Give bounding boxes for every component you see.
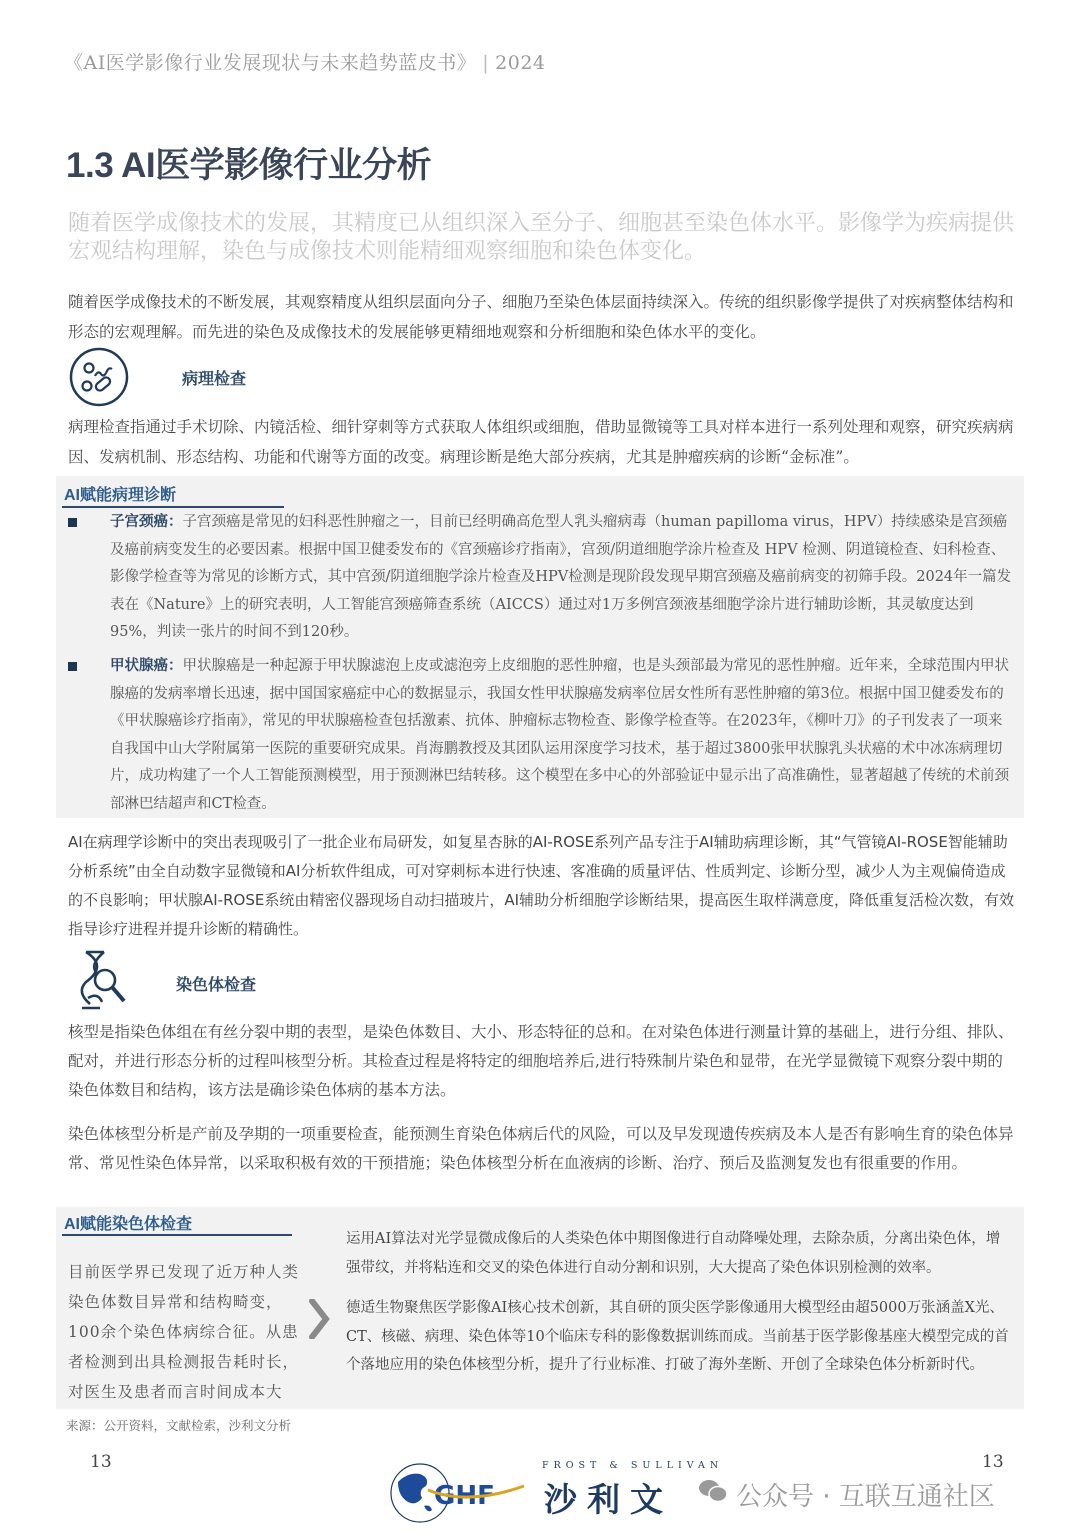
shaliwen-wordmark: 沙利文 [544, 1480, 673, 1519]
solution-text [346, 1225, 1011, 1392]
wechat-watermark [698, 1476, 995, 1513]
ai-pathology-box [56, 476, 1024, 818]
svg-text:GHF: GHF [434, 1481, 495, 1511]
wechat-icon [698, 1478, 728, 1511]
wechat-account-name: 公众号 · 互联互通社区 [736, 1482, 995, 1512]
problem-text: 目前医学界已发现了近万种人类染色体数目异常和结构畸变，100余个染色体病综合征。从患者检测到出具检测报告耗时长，对医生及患者而言时间成本大 [68, 1263, 300, 1401]
square-bullet-icon [68, 662, 77, 671]
dna-magnifier-icon [78, 948, 134, 1014]
ai-pathology-box-title: AI赋能病理诊断 [64, 487, 177, 504]
karyotype-paragraph-1: 核型是指染色体组在有丝分裂中期的表型，是染色体数目、大小、形态特征的总和。在对染色体进行测量计算的基础上，进行分组、排队、配对，并进行形态分析的过程叫核型分析。其检查过程是将特定的细胞培养后,进行特殊制片染色和显带，在光学显微镜下观察分裂中期的染色体数目和结构，该方法是确诊染色体病的基本方法。 [68, 1023, 1014, 1099]
chevron-right-icon [308, 1299, 330, 1339]
page-number-right: 13 [982, 1452, 1004, 1472]
item-text: 子宫颈癌是常见的妇科恶性肿瘤之一，目前已经明确高危型人乳头瘤病毒（human papilloma virus，HPV）持续感染是宫颈癌及癌前病变发生的必要因素。根据中国卫健委发布的《宫颈癌诊疗指南》，宫颈/阴道细胞学涂片检查及 HPV 检测、阴道镜检查、妇科检查、影像学检查等为常见的诊断方式，其中宫颈/阴道细胞学涂片检查及HPV检测是现阶段发现早期宫颈癌及癌前病变的初筛手段。2024年一篇发表在《Nature》上的研究表明，人工智能宫颈癌筛查系统（AICCS）通过对1万多例宫颈液基细胞学涂片进行辅助诊断，其灵敏度达到95%，判读一张片的时间不到120秒。 [110, 514, 1012, 640]
karyotype-paragraph-2: 染色体核型分析是产前及孕期的一项重要检查，能预测生育染色体病后代的风险，可以及早发现遗传疾病及本人是否有影响生育的染色体异常、常见性染色体异常，以采取积极有效的干预措施；染色体核型分析在血液病的诊断、治疗、预后及监测复发也有很重要的作用。 [68, 1125, 1014, 1172]
section-lead: 随着医学成像技术的发展，其精度已从组织深入至分子、细胞甚至染色体水平。影像学为疾病提供宏观结构理解，染色与成像技术则能精细观察细胞和染色体变化。 [68, 211, 1015, 264]
chromosome-heading: 染色体检查 [176, 975, 257, 994]
section-title: 1.3 AI医学影像行业分析 [66, 146, 432, 185]
list-item-cervical-cancer [68, 508, 1013, 647]
item-label: 子宫颈癌： [110, 513, 183, 530]
list-item-thyroid-cancer [68, 652, 1013, 818]
solution-paragraph-2: 德适生物聚焦医学影像AI核心技术创新，其自研的顶尖医学影像通用大模型经由超5000万张涵盖X光、CT、核磁、病理、染色体等10个临床专科的影像数据训练而成。当前基于医学影像基座大模型完成的首个落地应用的染色体核型分析，提升了行业标准、打破了海外垄断、开创了全球染色体分析新时代。 [346, 1300, 1009, 1373]
header-separator: | [482, 52, 490, 74]
item-label: 甲状腺癌： [110, 657, 183, 674]
pathology-paragraph: 病理检查指通过手术切除、内镜活检、细针穿刺等方式获取人体组织或细胞，借助显微镜等工具对样本进行一系列处理和观察，研究疾病病因、发病机制、形态结构、功能和代谢等方面的改变。病理诊断是绝大部分疾病，尤其是肿瘤疾病的诊断“金标准”。 [68, 418, 1014, 466]
item-text: 甲状腺癌是一种起源于甲状腺滤泡上皮或滤泡旁上皮细胞的恶性肿瘤，也是头颈部最为常见的恶性肿瘤。近年来，全球范围内甲状腺癌的发病率增长迅速，据中国国家癌症中心的数据显示，我国女性甲状腺癌发病率位居女性所有恶性肿瘤的第3位。根据中国卫健委发布的《甲状腺癌诊疗指南》，常见的甲状腺癌检查包括激素、抗体、肿瘤标志物检查、影像学检查等。在2023年，《柳叶刀》的子刊发表了一项来自我国中山大学附属第一医院的重要研究成果。肖海鹏教授及其团队运用深度学习技术，基于超过3800张甲状腺乳头状癌的术中冰冻病理切片，成功构建了一个人工智能预测模型，用于预测淋巴结转移。这个模型在多中心的外部验证中显示出了高准确性，显著超越了传统的术前颈部淋巴结超声和CT检查。 [110, 658, 1009, 812]
running-header [64, 48, 546, 75]
solution-paragraph-1: 运用AI算法对光学显微成像后的人类染色体中期图像进行自动降噪处理，去除杂质，分离出染色体，增强带纹，并将粘连和交叉的染色体进行自动分割和识别，大大提高了染色体识别检测的效率。 [346, 1231, 1001, 1276]
book-title: 《AI医学影像行业发展现状与未来趋势蓝皮书》 [64, 52, 477, 74]
header-year: 2024 [495, 52, 546, 74]
microbe-circle-icon [68, 346, 130, 408]
ai-chromosome-box-title: AI赋能染色体检查 [64, 1216, 193, 1233]
source-note: 来源：公开资料，文献检索，沙利文分析 [66, 1418, 292, 1433]
frost-sullivan-wordmark: FROST & SULLIVAN [542, 1460, 724, 1471]
intro-paragraph: 随着医学成像技术的不断发展，其观察精度从组织层面向分子、细胞乃至染色体层面持续深入。传统的组织影像学提供了对疾病整体结构和形态的宏观理解。而先进的染色及成像技术的发展能够更精细地观察和分析细胞和染色体水平的变化。 [68, 293, 1014, 341]
page-number-left: 13 [90, 1452, 112, 1472]
ai-pathology-paragraph: AI在病理学诊断中的突出表现吸引了一批企业布局研发，如复星杏脉的AI-ROSE系列产品专注于AI辅助病理诊断，其“气管镜AI-ROSE智能辅助分析系统”由全自动数字显微镜和AI分析软件组成，可对穿刺标本进行快速、客准确的质量评估、性质判定、诊断分型，减少人为主观偏倚造成的不良影响；甲状腺AI-ROSE系统由精密仪器现场自动扫描玻片，AI辅助分析细胞学诊断结果，提高医生取样满意度，降低重复活检次数，有效指导诊疗进程并提升诊断的精确性。 [68, 833, 1015, 938]
square-bullet-icon [68, 518, 77, 527]
ghf-logo [390, 1460, 530, 1530]
footer-logos [390, 1460, 1050, 1526]
box-title-underline [62, 1234, 292, 1236]
pathology-heading: 病理检查 [182, 369, 247, 388]
ai-chromosome-box [56, 1207, 1024, 1409]
